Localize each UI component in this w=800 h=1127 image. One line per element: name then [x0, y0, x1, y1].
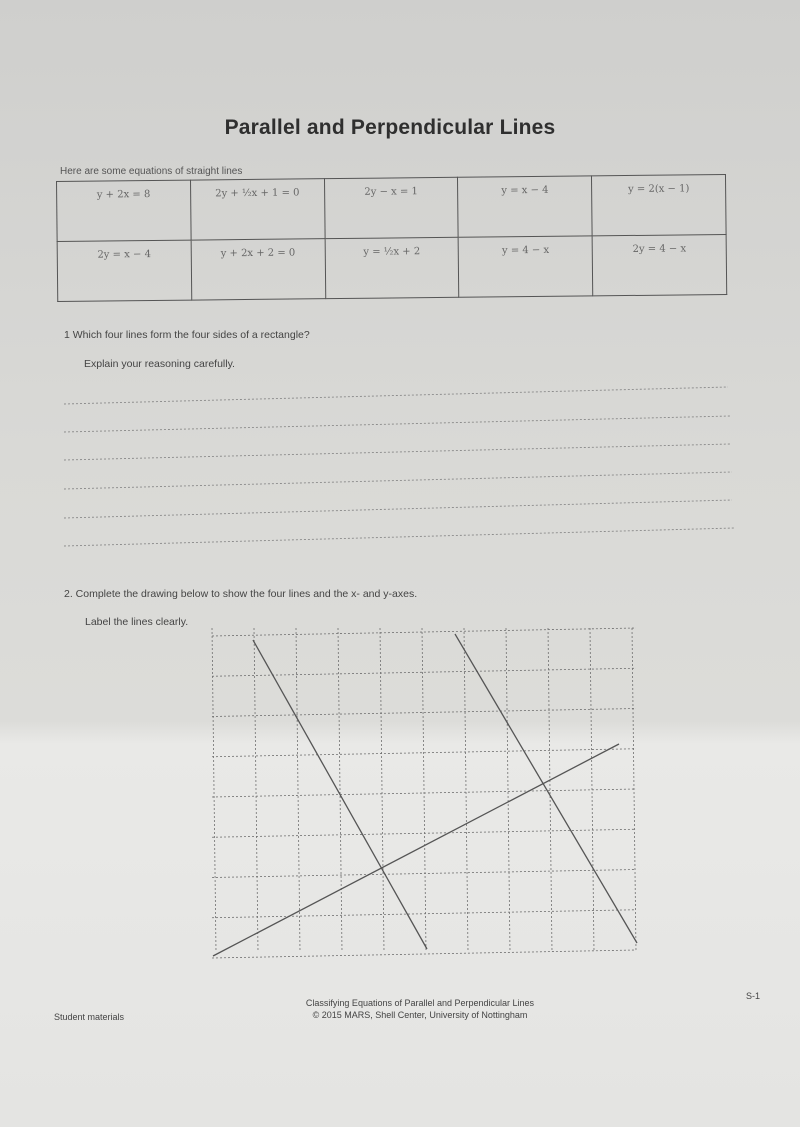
equation-cell: y = 4 − x — [459, 236, 593, 297]
equation-cell: 2y − x = 1 — [324, 177, 458, 238]
equation-cell: 2y = x − 4 — [57, 240, 191, 301]
equation-cell: 2y + ½x + 1 = 0 — [190, 179, 324, 240]
equation-cell: y = x − 4 — [458, 176, 592, 237]
grid-vertical-line — [548, 628, 552, 952]
question-1: 1 Which four lines form the four sides of a rectangle? — [64, 329, 310, 341]
question-2-instruction: Label the lines clearly. — [85, 616, 189, 628]
grid-vertical-line — [296, 628, 300, 952]
footer-center — [230, 997, 610, 1021]
grid-vertical-line — [464, 628, 468, 952]
grid-vertical-line — [506, 628, 510, 952]
grid-vertical-line — [380, 628, 384, 952]
equation-cell: y + 2x = 8 — [57, 180, 191, 241]
grid-horizontal-line — [212, 950, 636, 958]
grid-horizontal-line — [212, 668, 636, 676]
question-1-instruction: Explain your reasoning carefully. — [84, 358, 235, 370]
grid-horizontal-line — [212, 910, 636, 918]
grid-horizontal-line — [212, 749, 636, 757]
page-title: Parallel and Perpendicular Lines — [224, 116, 556, 139]
page-number: S-1 — [746, 991, 761, 1001]
grid-vertical-line — [632, 628, 636, 952]
equation-cell: y = ½x + 2 — [325, 237, 459, 298]
question-2: 2. Complete the drawing below to show the four lines and the x- and y-axes. — [64, 588, 418, 600]
grid-vertical-line — [338, 628, 342, 952]
equation-cell: y + 2x + 2 = 0 — [191, 239, 325, 300]
equation-cell: y = 2(x − 1) — [592, 174, 726, 235]
footer-copyright: © 2015 MARS, Shell Center, University of Nottingham — [312, 1010, 528, 1020]
equation-cell: 2y = 4 − x — [592, 234, 726, 295]
grid-horizontal-line — [212, 628, 636, 636]
drawn-line-1 — [253, 640, 427, 949]
grid-vertical-line — [422, 628, 426, 952]
footer-left: Student materials — [54, 1012, 125, 1022]
footer-title: Classifying Equations of Parallel and Perpendicular Lines — [305, 998, 535, 1008]
grid-horizontal-line — [212, 709, 636, 717]
grid-horizontal-line — [212, 870, 636, 878]
drawn-line-3 — [213, 744, 619, 956]
grid-horizontal-line — [212, 789, 636, 797]
intro-text: Here are some equations of straight lines — [60, 166, 243, 177]
drawn-line-2 — [455, 634, 637, 943]
grid-vertical-line — [254, 628, 258, 952]
